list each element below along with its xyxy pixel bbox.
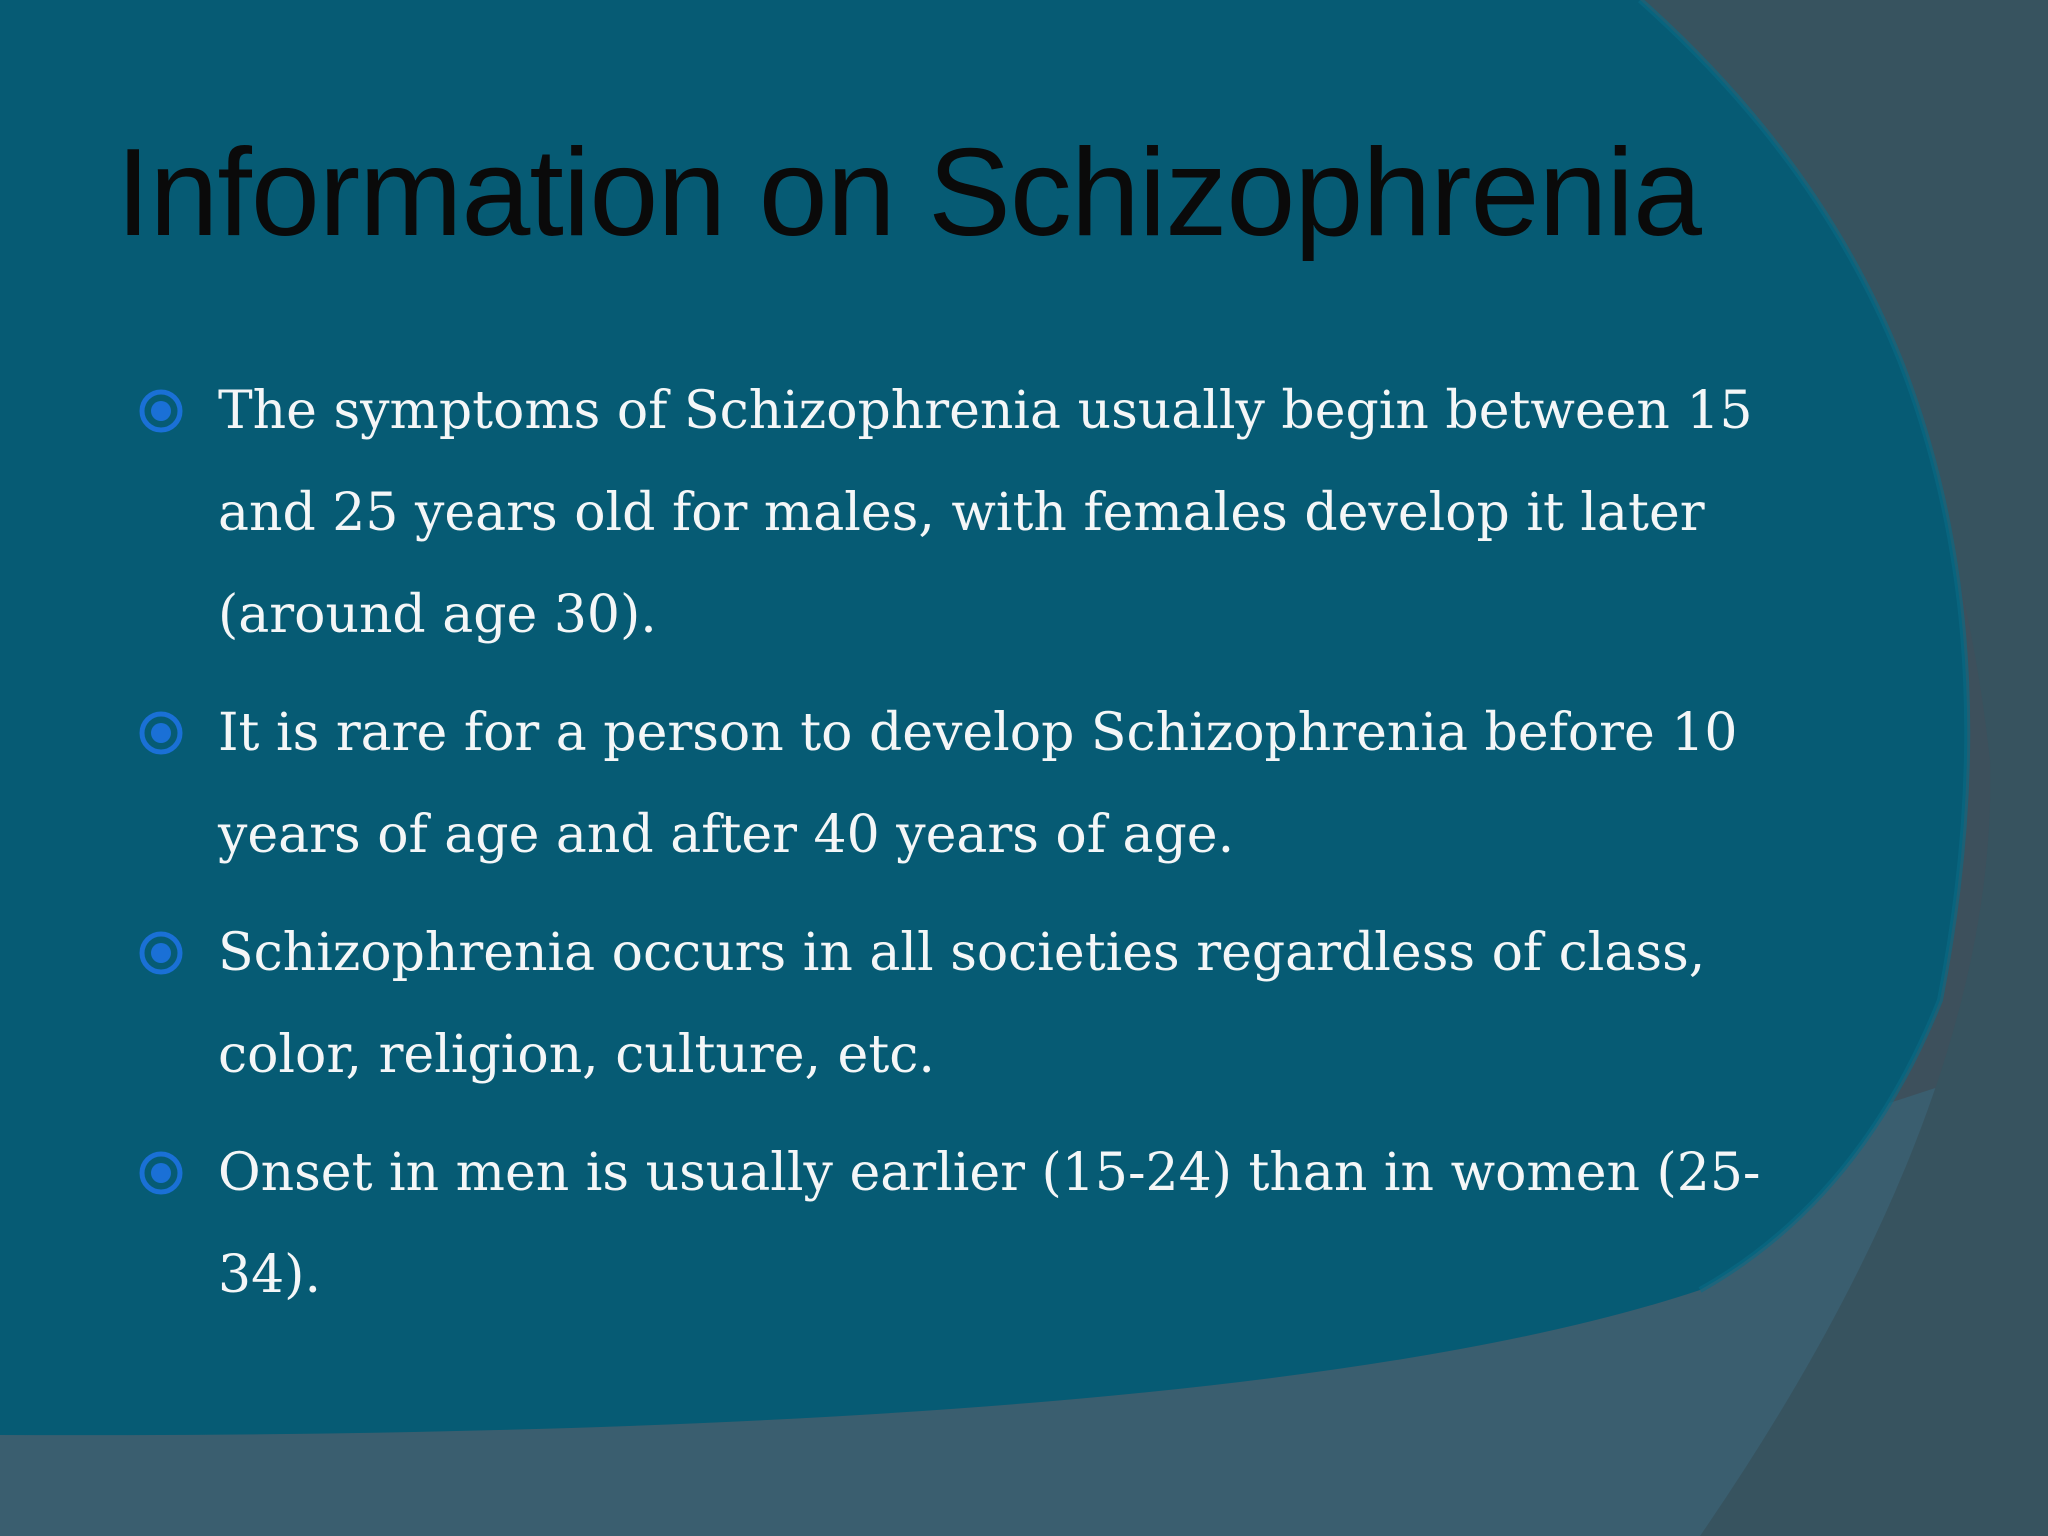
bullet-text: The symptoms of Schizophrenia usually begin between 15 and 25 years old for males, with females develop it later (around age 30). xyxy=(218,381,1753,645)
bullet-text: Schizophrenia occurs in all societies regardless of class, color, religion, culture, etc. xyxy=(218,923,1706,1085)
bullet-list xyxy=(130,360,1770,1342)
bullet-item xyxy=(130,902,1770,1106)
target-circle-icon xyxy=(138,930,184,976)
bullet-item xyxy=(130,1122,1770,1326)
bullet-text: Onset in men is usually earlier (15-24) than in women (25-34). xyxy=(218,1143,1761,1305)
bullet-item xyxy=(130,682,1770,886)
slide-title: Information on Schizophrenia xyxy=(116,124,1701,262)
target-circle-icon xyxy=(138,710,184,756)
target-circle-icon xyxy=(138,388,184,434)
target-circle-icon xyxy=(138,1150,184,1196)
bullet-item xyxy=(130,360,1770,666)
bullet-text: It is rare for a person to develop Schizophrenia before 10 years of age and after 40 years of age. xyxy=(218,703,1738,865)
